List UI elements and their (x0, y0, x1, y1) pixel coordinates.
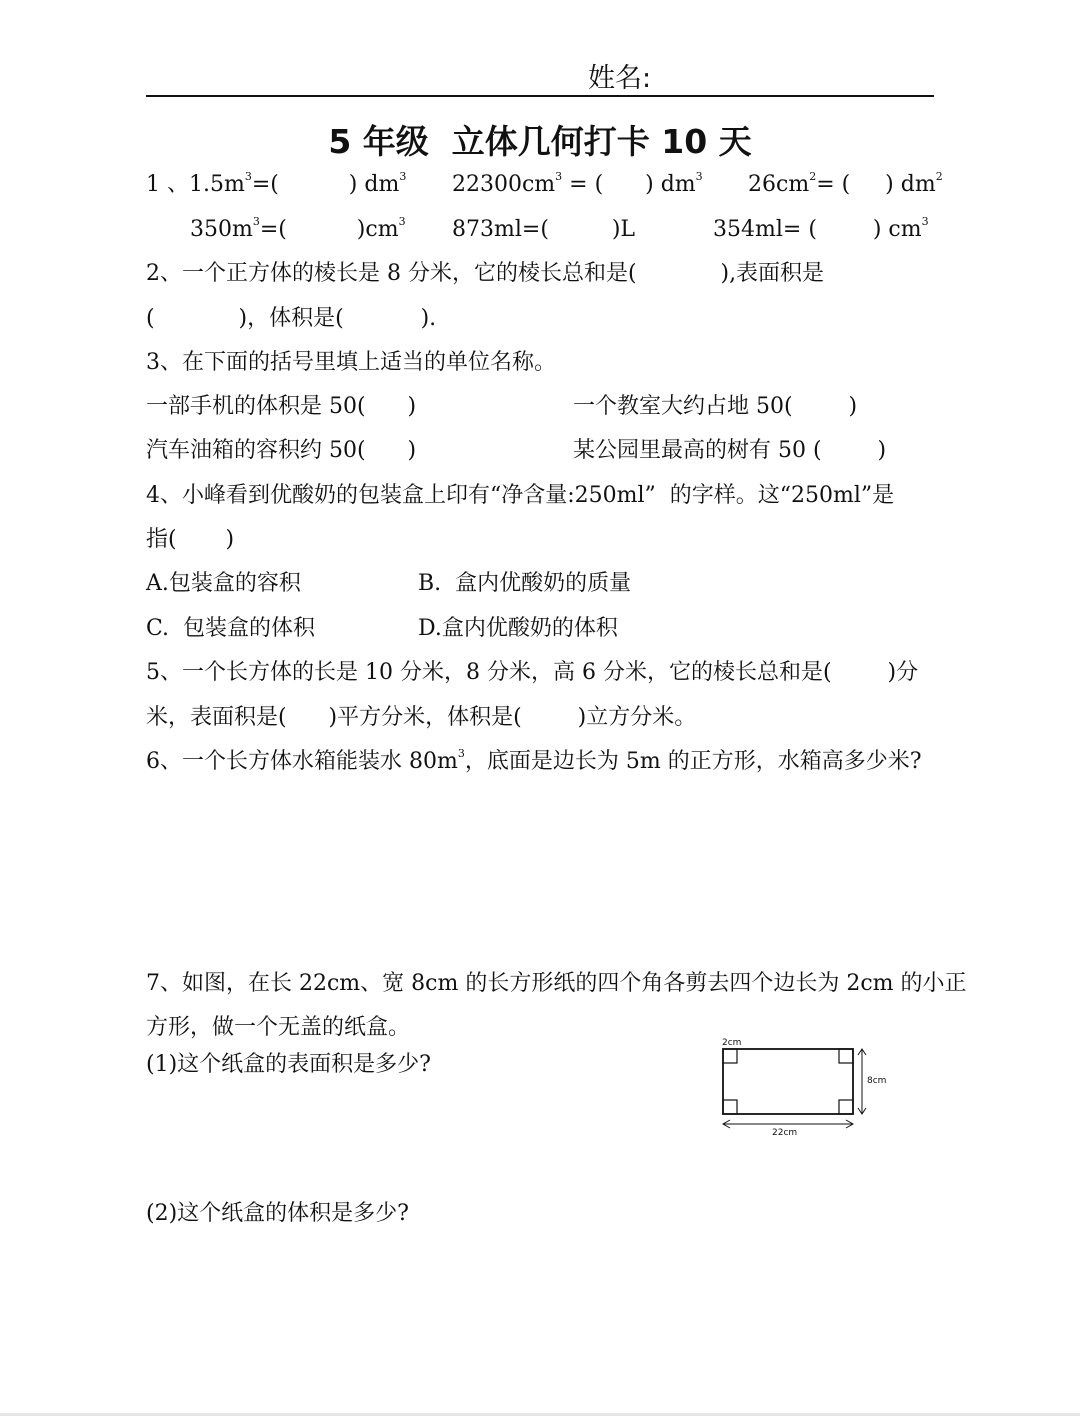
q4-option-a: A.包装盒的容积 (146, 571, 301, 596)
q4-line-1: 4、小峰看到优酸奶的包装盒上印有“净含量:250ml” 的字样。这“250ml”是 (146, 483, 895, 508)
q1-item-d: $350m^3=$( )$cm^3$ (190, 214, 406, 242)
q5-line-2: 米，表面积是( )平方分米，体积是( )立方分米。 (146, 705, 697, 730)
paper-rectangle (723, 1049, 853, 1114)
q2-line-2: ( )，体积是( ). (146, 306, 437, 331)
q1-item-a: 1 、$1.5m^3=$( ) $dm^3$ (146, 169, 407, 197)
q1-item-c: $26cm^2=$ ( ) $dm^2$ (748, 169, 943, 197)
q1-item-f: 354ml= ( ) $cm^3$ (713, 214, 929, 242)
corner-square-top-right (839, 1049, 853, 1063)
q3-line-1: 3、在下面的括号里填上适当的单位名称。 (146, 350, 556, 375)
width-label: 22cm (772, 1128, 798, 1138)
q5-line-1: 5、一个长方体的长是 10 分米，8 分米，高 6 分米，它的棱长总和是( )分 (146, 660, 919, 685)
q3-item-tree: 某公园里最高的树有 50 ( ) (573, 438, 887, 463)
q4-option-c: C. 包装盒的体积 (146, 616, 316, 641)
paper-box-figure (700, 1030, 900, 1145)
q7-sub-question-2: (2)这个纸盒的体积是多少? (146, 1201, 409, 1226)
q2-line-1: 2、一个正方体的棱长是 8 分米，它的棱长总和是( ),表面积是 (146, 261, 825, 286)
q4-option-b: B. 盒内优酸奶的质量 (418, 571, 632, 596)
name-label: 姓名: (588, 63, 652, 94)
q7-line-2: 方形，做一个无盖的纸盒。 (146, 1015, 411, 1040)
q7-sub-question-1: (1)这个纸盒的表面积是多少? (146, 1052, 431, 1077)
q3-item-fuel-tank: 汽车油箱的容积约 50( ) (146, 438, 417, 463)
corner-square-bottom-left (723, 1100, 737, 1114)
q4-line-2: 指( ) (146, 527, 235, 552)
q3-item-classroom: 一个教室大约占地 50( ) (573, 394, 858, 419)
q1-item-b: $22300cm^3$ = ( ) $dm^3$ (452, 169, 703, 197)
worksheet-title: 5 年级 立体几何打卡 10 天 (328, 122, 752, 161)
corner-square-top-left (723, 1049, 737, 1063)
q3-item-phone: 一部手机的体积是 50( ) (146, 394, 417, 419)
name-underline (146, 95, 934, 97)
q1-item-e: 873ml=( )L (452, 217, 636, 242)
q7-line-1: 7、如图，在长 22cm、宽 8cm 的长方形纸的四个角各剪去四个边长为 2cm 的小正 (146, 971, 967, 996)
q6-text: 6、一个长方体水箱能装水 $80m^3$，底面是边长为 5m 的正方形，水箱高多少米? (146, 746, 922, 774)
q4-option-d: D.盒内优酸奶的体积 (418, 616, 618, 641)
corner-size-label: 2cm (722, 1038, 742, 1048)
corner-square-bottom-right (839, 1100, 853, 1114)
height-label: 8cm (867, 1076, 887, 1086)
